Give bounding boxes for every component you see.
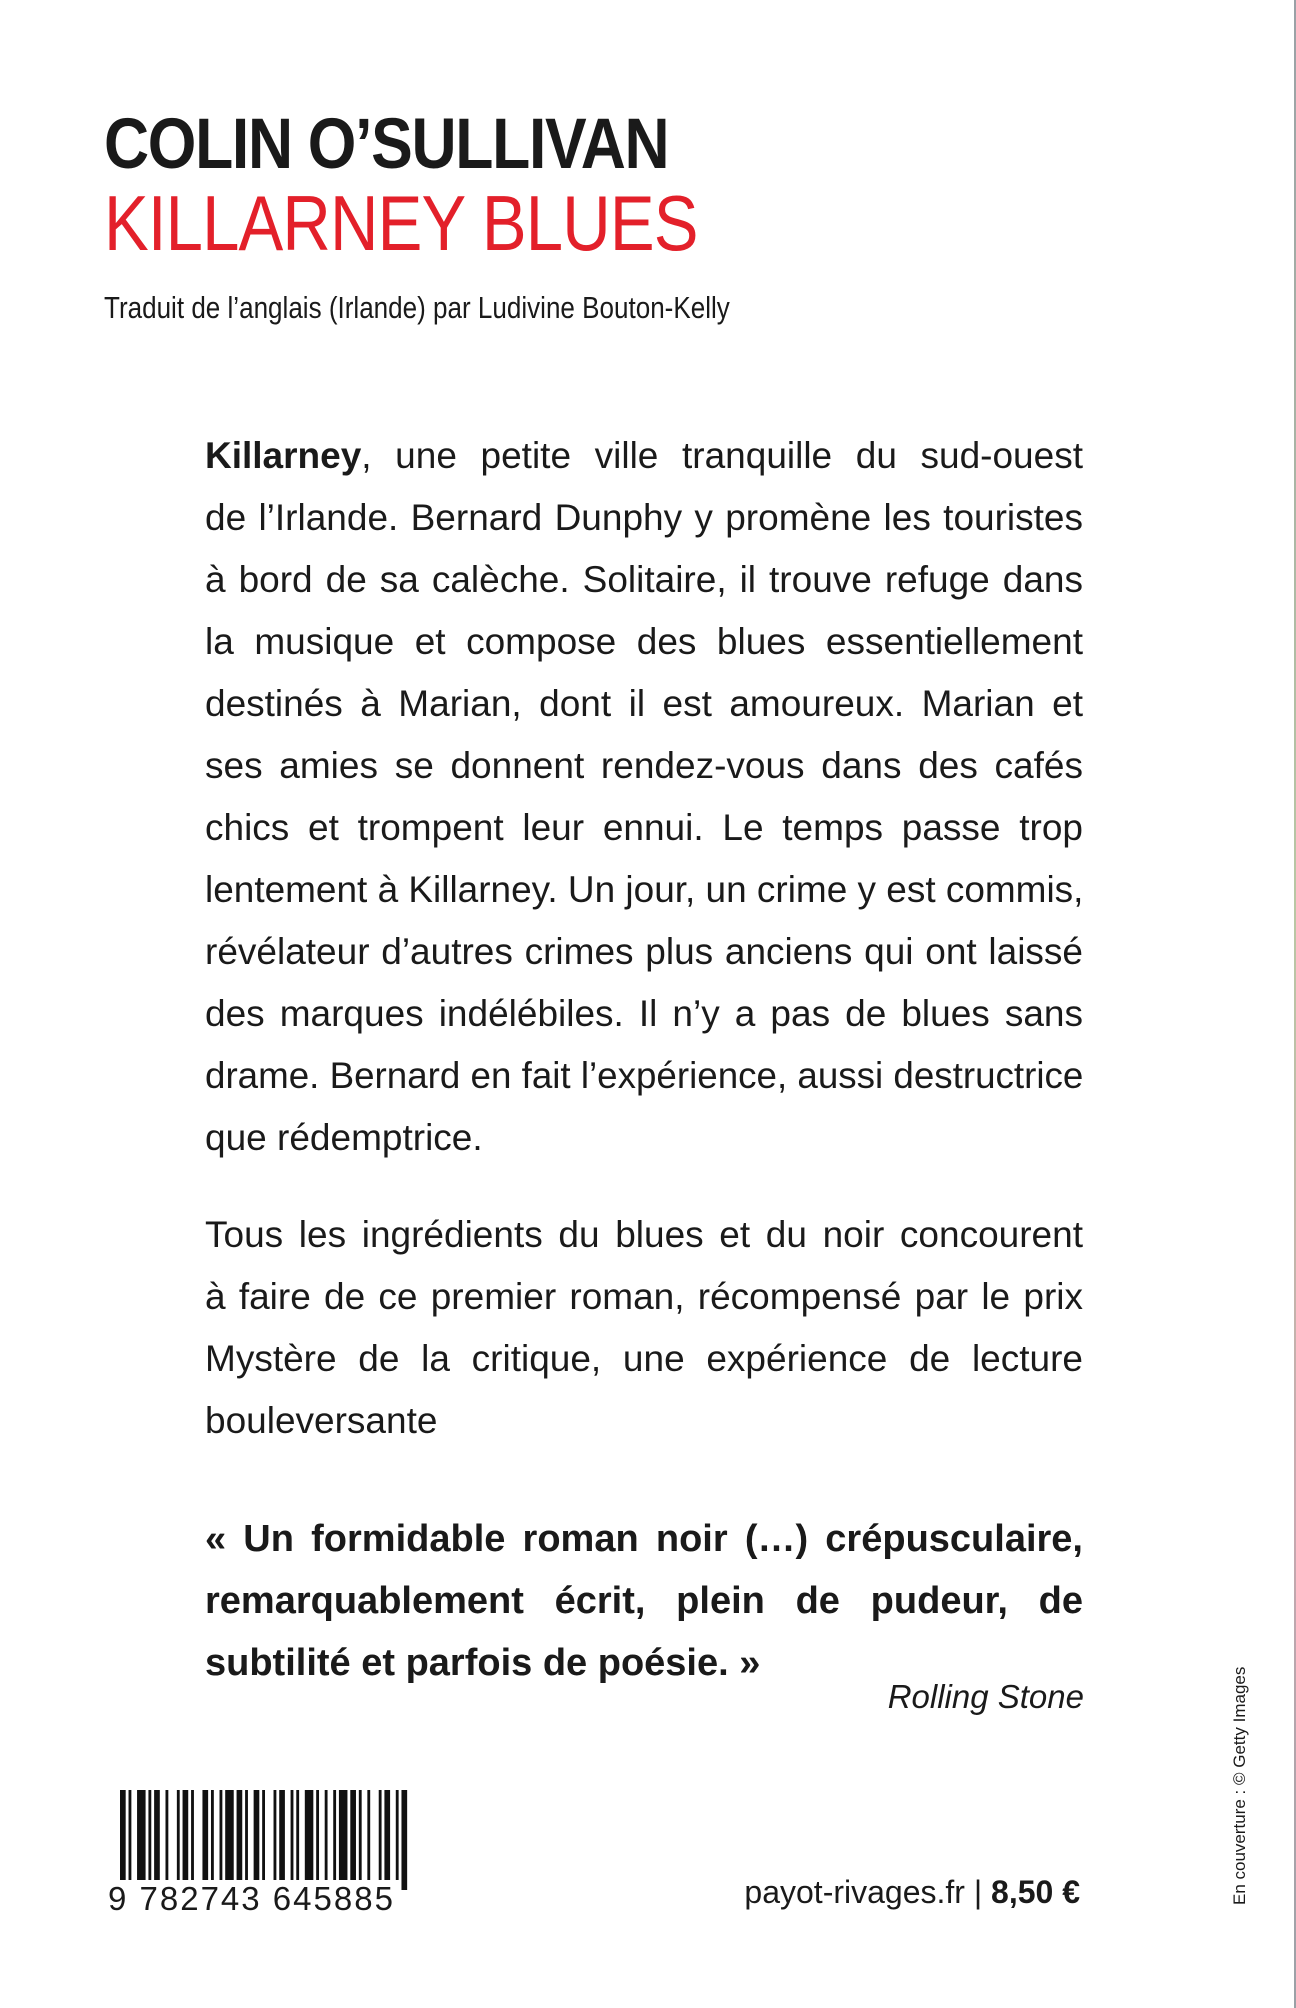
isbn-digits: 9 782743 645885 (104, 1880, 399, 1918)
bold-place-name: Killarney (205, 435, 362, 476)
praise-line: à faire de ce premier roman, récompensé par le prix (205, 1276, 1083, 1317)
synopsis-line: révélateur d’autres crimes plus anciens qui ont laissé (205, 931, 1083, 972)
price-line (744, 1874, 1080, 1911)
synopsis-line: ses amies se donnent rendez-vous dans des cafés (205, 745, 1083, 786)
synopsis-line: lentement à Killarney. Un jour, un crime y est commis, (205, 869, 1084, 910)
praise-line: Tous les ingrédients du blues et du noir concourent (205, 1214, 1083, 1255)
price: 8,50 € (991, 1874, 1080, 1910)
quote-line: « Un formidable roman noir (…) crépusculaire, (205, 1518, 1083, 1560)
quote-source: Rolling Stone (887, 1678, 1084, 1715)
cover-credit: En couverture : © Getty Images (1230, 1666, 1249, 1905)
synopsis-line: de l’Irlande. Bernard Dunphy y promène les touristes (205, 497, 1083, 538)
quote-line: subtilité et parfois de poésie. » (205, 1642, 761, 1684)
synopsis-line: Killarney, une petite ville tranquille du sud-ouest (205, 435, 1083, 476)
barcode-bars (120, 1790, 410, 1890)
synopsis-paragraph (205, 425, 1083, 1169)
synopsis-line: à bord de sa calèche. Solitaire, il trouve refuge dans (205, 559, 1083, 600)
press-quote (205, 1508, 1083, 1694)
synopsis-line: chics et trompent leur ennui. Le temps passe trop (205, 807, 1083, 848)
synopsis-line: destinés à Marian, dont il est amoureux. Marian et (205, 683, 1083, 724)
synopsis-line: drame. Bernard en fait l’expérience, aussi destructrice (205, 1055, 1084, 1096)
synopsis-line: que rédemptrice. (205, 1117, 483, 1158)
synopsis-line: la musique et compose des blues essentiellement (205, 621, 1083, 662)
praise-paragraph (205, 1204, 1083, 1452)
book-title: KILLARNEY BLUES (104, 179, 698, 267)
praise-line: bouleversante (205, 1400, 438, 1441)
praise-line: Mystère de la critique, une expérience de lecture (205, 1338, 1083, 1379)
author-name: COLIN O’SULLIVAN (104, 105, 669, 184)
publisher-website: payot-rivages.fr (744, 1874, 965, 1910)
quote-line: remarquablement écrit, plein de pudeur, de (205, 1580, 1083, 1622)
isbn-barcode (104, 1790, 410, 1917)
separator: | (973, 1874, 983, 1910)
synopsis-line: des marques indélébiles. Il n’y a pas de blues sans (205, 993, 1083, 1034)
translator-credit: Traduit de l’anglais (Irlande) par Ludivine Bouton-Kelly (104, 290, 730, 325)
